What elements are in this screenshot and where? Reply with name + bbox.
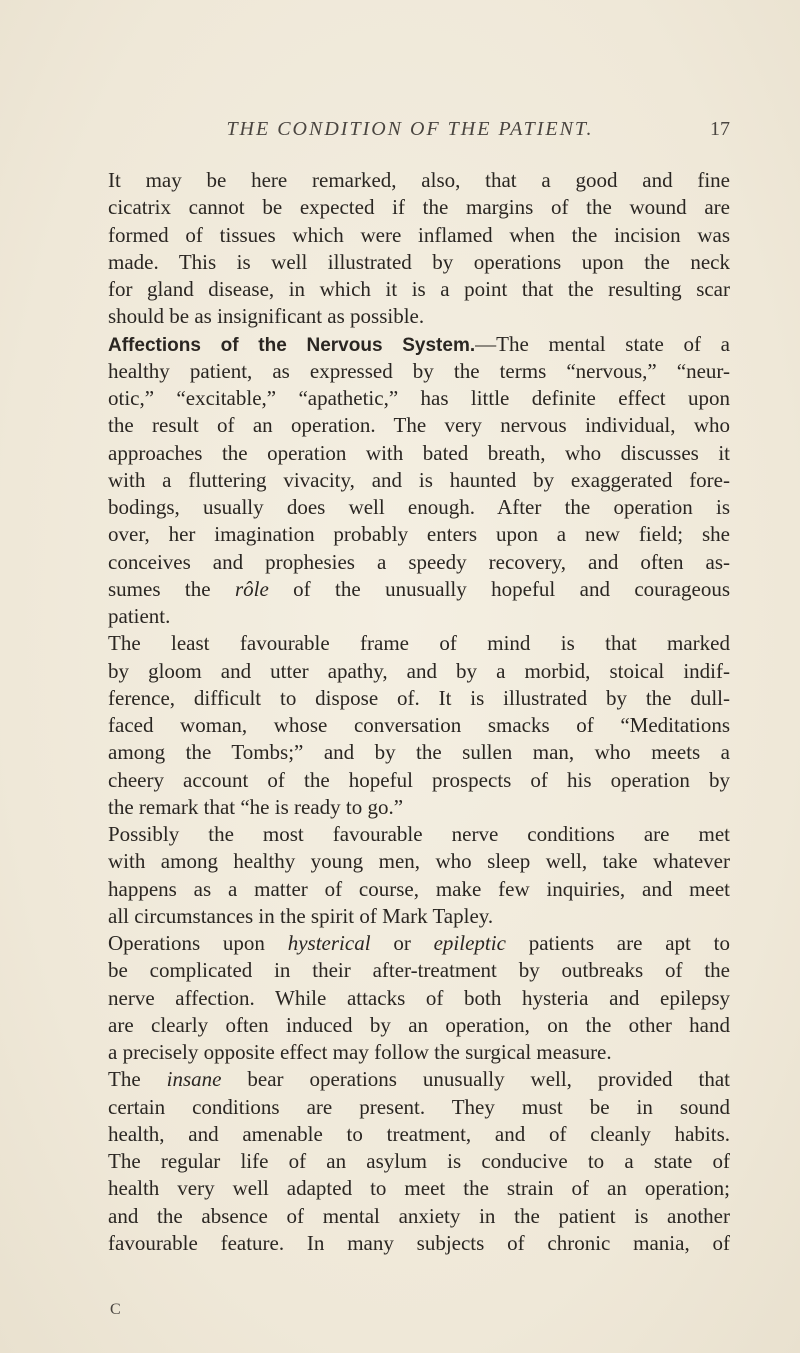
text-line bbox=[108, 494, 730, 521]
text-run: healthy patient, as expressed by the terms “nervous,” “neur- bbox=[108, 358, 730, 383]
text-run: the remark that “he is ready to go.” bbox=[108, 794, 404, 819]
text-line bbox=[108, 1230, 730, 1257]
text-run: ference, difficult to dispose of. It is illustrated by the dull- bbox=[108, 685, 730, 710]
text-line bbox=[108, 1039, 730, 1066]
text-run: faced woman, whose conversation smacks of “Meditations bbox=[108, 713, 730, 737]
page-number: 17 bbox=[710, 118, 730, 140]
text-line bbox=[108, 167, 730, 194]
text-run: with a fluttering vivacity, and is haunted by exaggerated fore- bbox=[108, 467, 730, 492]
text-run: by gloom and utter apathy, and by a morbid, stoical indif- bbox=[108, 658, 730, 683]
text-run: be complicated in their after-treatment by outbreaks of the bbox=[108, 958, 730, 983]
text-line bbox=[108, 603, 730, 630]
text-line bbox=[108, 412, 730, 439]
text-line bbox=[108, 194, 730, 221]
text-line bbox=[108, 440, 730, 467]
text-run: Operations upon bbox=[108, 931, 288, 955]
text-run: and the absence of mental anxiety in the patient is another bbox=[108, 1203, 730, 1228]
text-line bbox=[108, 1094, 730, 1121]
text-run: among the Tombs;” and by the sullen man, who meets a bbox=[108, 740, 730, 765]
text-run: health, and amenable to treatment, and of cleanly habits. bbox=[108, 1121, 730, 1146]
text-run: The regular life of an asylum is conducive to a state of bbox=[108, 1149, 730, 1173]
text-line bbox=[108, 1066, 730, 1093]
text-line bbox=[108, 576, 730, 603]
italic-term: insane bbox=[166, 1067, 222, 1092]
text-run: a precisely opposite effect may follow the surgical measure. bbox=[108, 1040, 612, 1064]
text-line bbox=[108, 930, 730, 957]
text-run: happens as a matter of course, make few inquiries, and meet bbox=[108, 876, 730, 901]
text-run: bear operations unusually well, provided that bbox=[221, 1067, 730, 1092]
text-line bbox=[108, 685, 730, 712]
text-run: for gland disease, in which it is a point that the resulting scar bbox=[108, 277, 730, 301]
text-line bbox=[108, 848, 730, 875]
running-head bbox=[110, 118, 730, 148]
text-run: approaches the operation with bated breath, who discusses it bbox=[108, 440, 730, 465]
text-line bbox=[108, 385, 730, 412]
text-run: all circumstances in the spirit of Mark Tapley. bbox=[108, 903, 494, 928]
text-run: formed of tissues which were inflamed when the incision was bbox=[108, 222, 730, 247]
text-run: health very well adapted to meet the strain of an operation; bbox=[108, 1176, 730, 1201]
text-run: with among healthy young men, who sleep well, take whatever bbox=[108, 849, 730, 874]
text-line bbox=[108, 1121, 730, 1148]
text-line bbox=[108, 957, 730, 984]
section-heading: Affections of the Nervous System. bbox=[108, 334, 476, 356]
italic-term: epileptic bbox=[433, 931, 506, 955]
text-run: should be as insignificant as possible. bbox=[108, 304, 425, 329]
italic-term: rôle bbox=[234, 576, 269, 601]
text-run: sumes the bbox=[108, 576, 235, 601]
text-run: the result of an operation. The very nervous individual, who bbox=[108, 413, 730, 438]
text-run: —The mental state of a bbox=[475, 331, 730, 356]
signature-mark: C bbox=[110, 1301, 121, 1318]
text-run: The least favourable frame of mind is that marked bbox=[108, 631, 730, 656]
text-line bbox=[108, 1148, 730, 1175]
text-line bbox=[108, 630, 730, 657]
text-run: The bbox=[108, 1067, 167, 1092]
text-run: cicatrix cannot be expected if the margins of the wound are bbox=[108, 195, 730, 220]
text-line bbox=[108, 903, 730, 930]
text-run: made. This is well illustrated by operations upon the neck bbox=[108, 249, 730, 274]
text-run: or bbox=[370, 931, 434, 955]
text-line bbox=[108, 821, 730, 848]
text-line bbox=[108, 739, 730, 766]
text-run: Possibly the most favourable nerve conditions are met bbox=[108, 822, 730, 846]
text-line bbox=[108, 276, 730, 303]
text-line bbox=[108, 521, 730, 548]
text-line bbox=[108, 249, 730, 276]
text-run: It may be here remarked, also, that a good and fine bbox=[108, 168, 730, 192]
running-title: THE CONDITION OF THE PATIENT. bbox=[226, 118, 594, 140]
text-line bbox=[108, 1012, 730, 1039]
text-line bbox=[108, 467, 730, 494]
text-run: otic,” “excitable,” “apathetic,” has little definite effect upon bbox=[108, 386, 730, 410]
text-run: over, her imagination probably enters upon a new field; she bbox=[108, 522, 730, 547]
text-run: are clearly often induced by an operation, on the other hand bbox=[108, 1012, 730, 1037]
body-text bbox=[108, 167, 730, 1257]
text-line bbox=[108, 1203, 730, 1230]
text-run: of the unusually hopeful and courageous bbox=[268, 576, 730, 601]
text-line bbox=[108, 331, 730, 358]
text-line bbox=[108, 712, 730, 739]
text-line bbox=[108, 1175, 730, 1202]
text-run: patients are apt to bbox=[505, 931, 730, 955]
text-line bbox=[108, 658, 730, 685]
italic-term: hysterical bbox=[287, 931, 371, 955]
text-run: nerve affection. While attacks of both hysteria and epilepsy bbox=[108, 985, 730, 1010]
text-line bbox=[108, 358, 730, 385]
text-run: cheery account of the hopeful prospects of his operation by bbox=[108, 767, 730, 792]
text-run: bodings, usually does well enough. After the operation is bbox=[108, 495, 730, 519]
text-run: favourable feature. In many subjects of chronic mania, of bbox=[108, 1230, 730, 1255]
text-line bbox=[108, 549, 730, 576]
text-line bbox=[108, 876, 730, 903]
text-run: patient. bbox=[108, 604, 171, 628]
text-line bbox=[108, 985, 730, 1012]
text-line bbox=[108, 303, 730, 330]
text-run: conceives and prophesies a speedy recovery, and often as- bbox=[108, 549, 730, 574]
text-run: certain conditions are present. They must be in sound bbox=[108, 1094, 730, 1119]
text-line bbox=[108, 767, 730, 794]
text-line bbox=[108, 794, 730, 821]
text-line bbox=[108, 222, 730, 249]
